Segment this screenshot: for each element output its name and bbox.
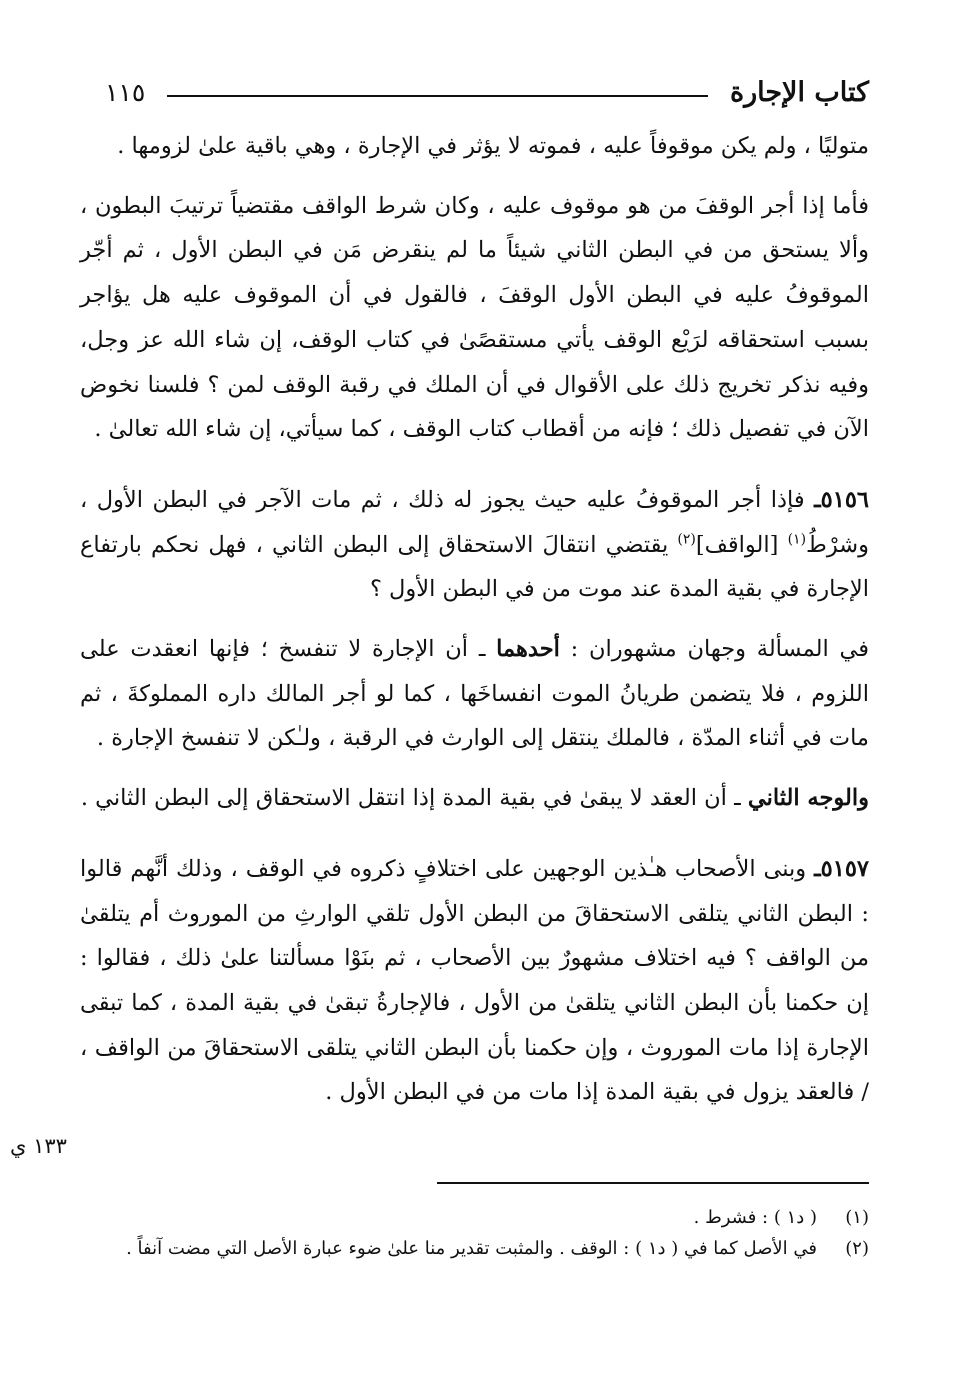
footnote-text: ( د١ ) : فشرط .: [693, 1207, 817, 1228]
footnote-ref: (١): [787, 531, 807, 548]
paragraph: فأما إذا أجر الوقفَ من هو موقوف عليه ، وكان شرط الواقف مقتضياً ترتيبَ البطون ، وألا يستحق من في البطن الثاني شيئاً ما لم ينقرض مَن في البطن الأول ، ثم أجّر الموقوفُ عليه في البطن الأول الوقفَ ، فالقول في أن الموقوف عليه هل يؤاجر بسبب استحقاقه لرَيْع الوقف يأتي مستقصًىٰ في كتاب الوقف، إن شاء الله عز وجل، وفيه نذكر تخريج ذلك على الأقوال في أن الملك في رقبة الوقف لمن ؟ فلسنا نخوض الآن في تفصيل ذلك ؛ فإنه من أقطاب كتاب الوقف ، كما سيأتي، إن شاء الله تعالىٰ .: [80, 192, 869, 443]
body-text: [80, 124, 869, 1130]
footnote: [86, 1203, 869, 1232]
running-title: كتاب الإجارة: [729, 76, 869, 108]
paragraph: متوليًا ، ولم يكن موقوفاً عليه ، فموته لا يؤثر في الإجارة ، وهي باقية علىٰ لزومها .: [117, 133, 869, 159]
page-number: ١١٥: [105, 77, 146, 107]
margin-note: ١٣٣ ي: [10, 1134, 67, 1158]
footnote-number: (١): [845, 1207, 869, 1228]
paragraph-text: في المسألة وجهان مشهوران :: [559, 636, 869, 663]
footnote-ref: (٢): [677, 531, 696, 548]
header-rule: [167, 95, 708, 97]
paragraph-text: ـ أن الإجارة لا تنفسخ ؛ فإنها انعقدت على اللزوم ، فلا يتضمن طريانُ الموت انفساخَها ، كما لو أجر المالك داره المملوكةَ ، ثم مات في أثناء المدّة ، فالملك ينتقل إلى الوارث في الرقبة ، ولـٰكن لا تنفسخ الإجارة .: [80, 636, 869, 752]
footnotes: [86, 1203, 869, 1265]
issue-number: ٥١٥٦ـ: [814, 486, 869, 513]
paragraph: [80, 776, 869, 821]
paragraph-text: وبنى الأصحاب هـٰذين الوجهين على اختلافٍ ذكروه في الوقف ، وذلك أنَّهم قالوا : البطن الثاني يتلقى الاستحقاقَ من البطن الأول تلقي الوارثِ من الموروث أم يتلقىٰ من الواقف ؟ فيه اختلاف مشهورٌ بين الأصحاب ، ثم بنَوْا مسألتنا علىٰ ذلك ، فقالوا : إن حكمنا بأن البطن الثاني يتلقىٰ من الأول ، فالإجارةُ تبقىٰ في بقية المدة ، كما تبقى الإجارة إذا مات الموروث ، وإن حكمنا بأن البطن الثاني يتلقى الاستحقاقَ من الواقف ، / فالعقد يزول في بقية المدة إذا مات من في البطن الأول .: [80, 855, 869, 1106]
footnote-number: (٢): [845, 1238, 869, 1259]
paragraph-text: فإذا أجر الموقوفُ عليه حيث يجوز له ذلك ، ثم مات الآجر في البطن الأول ، وشرْطُ: [80, 486, 869, 558]
paragraph: [80, 627, 869, 761]
page-header: [105, 70, 869, 114]
paragraph: [80, 478, 869, 612]
bold-term: والوجه الثاني: [747, 785, 869, 812]
paragraph-text: يقتضي انتقالَ الاستحقاق إلى البطن الثاني ، فهل نحكم بارتفاع الإجارة في بقية المدة عند موت من في البطن الأول ؟: [80, 531, 869, 603]
paragraph-text: [الواقف]: [695, 531, 788, 558]
issue-number: ٥١٥٧ـ: [814, 855, 869, 882]
paragraph: [80, 847, 869, 1115]
paragraph-text: ـ أن العقد لا يبقىٰ في بقية المدة إذا انتقل الاستحقاق إلى البطن الثاني .: [80, 785, 748, 812]
footnote: [86, 1234, 869, 1263]
footnote-text: في الأصل كما في ( د١ ) : الوقف . والمثبت تقدير منا علىٰ ضوء عبارة الأصل التي مضت آنفاً .: [126, 1238, 817, 1259]
bold-term: أحدهما: [496, 636, 560, 663]
footnote-rule: [437, 1182, 869, 1184]
